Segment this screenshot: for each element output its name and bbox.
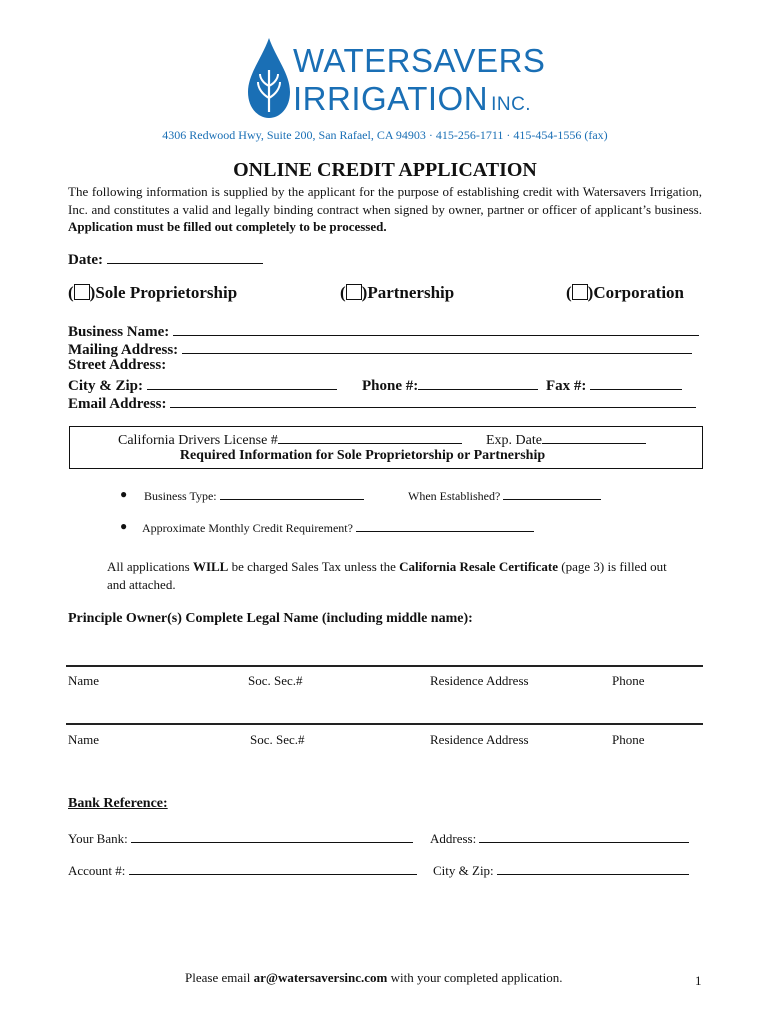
bullet-dot-icon: ● <box>120 519 128 533</box>
bullet-dot-icon: ● <box>120 487 128 501</box>
bank-reference-heading: Bank Reference: <box>68 796 168 811</box>
account-number-field[interactable]: Account #: <box>68 862 417 879</box>
street-address-field[interactable]: Street Address: <box>68 357 167 373</box>
partnership-checkbox[interactable] <box>346 284 362 300</box>
date-field[interactable]: Date: <box>68 249 263 269</box>
mailing-address-field[interactable]: Mailing Address: <box>68 339 692 359</box>
sole-proprietorship-checkbox[interactable] <box>74 284 90 300</box>
owner2-ssn-label: Soc. Sec.# <box>250 732 305 747</box>
owner1-phone-label: Phone <box>612 673 645 688</box>
when-established-field[interactable]: When Established? <box>408 488 601 504</box>
owner1-signature-line[interactable] <box>66 665 703 667</box>
bank-city-zip-field[interactable]: City & Zip: <box>433 862 689 879</box>
business-type-field[interactable]: Business Type: <box>144 488 364 504</box>
owner2-signature-line[interactable] <box>66 723 703 725</box>
business-name-field[interactable]: Business Name: <box>68 321 699 341</box>
your-bank-field[interactable]: Your Bank: <box>68 830 413 847</box>
email-address-field[interactable]: Email Address: <box>68 393 696 413</box>
monthly-credit-field[interactable]: Approximate Monthly Credit Requirement? <box>142 520 534 536</box>
corporation-checkbox[interactable] <box>572 284 588 300</box>
sole-proprietorship-option[interactable]: ( )Sole Proprietorship <box>68 283 238 302</box>
page-title: ONLINE CREDIT APPLICATION <box>233 159 537 181</box>
owner2-phone-label: Phone <box>612 732 645 747</box>
owners-heading: Principle Owner(s) Complete Legal Name (including middle name): <box>68 611 473 626</box>
owner2-name-label: Name <box>68 732 100 747</box>
required-note: Required Information for Sole Proprietorship or Partnership <box>179 448 546 463</box>
intro-paragraph: The following information is supplied by the applicant for the purpose of establishing credit with Watersavers Irrigation, Inc. and constitutes a valid and legally binding contract when signed by owner, partner or officer of applicant’s business. Application must be filled out completely to be processed. <box>68 184 702 234</box>
sales-tax-note-line2: and attached. <box>107 577 176 592</box>
partnership-option[interactable]: ( )Partnership <box>340 283 455 302</box>
sales-tax-note: All applications WILL be charged Sales Tax unless the California Resale Certificate (page 3) is filled out <box>107 559 667 574</box>
logo-wordmark-line1: WATERSAVERS <box>293 42 546 79</box>
bank-address-field[interactable]: Address: <box>430 830 689 847</box>
footer-instructions: Please email ar@watersaversinc.com with your completed application. <box>185 970 563 985</box>
owner2-address-label: Residence Address <box>430 732 529 747</box>
city-zip-field[interactable]: City & Zip: <box>68 375 337 395</box>
company-address: 4306 Redwood Hwy, Suite 200, San Rafael, CA 94903 · 415-256-1711 · 415-454-1556 (fax) <box>162 128 608 142</box>
owner1-name-label: Name <box>68 673 100 688</box>
drivers-license-field[interactable]: California Drivers License # <box>118 429 462 449</box>
owner1-address-label: Residence Address <box>430 673 529 688</box>
logo-wordmark-line2: IRRIGATION INC. <box>293 80 532 117</box>
contact-email-link[interactable]: ar@watersaversinc.com <box>253 970 388 985</box>
owner1-ssn-label: Soc. Sec.# <box>248 673 303 688</box>
phone-field[interactable]: Phone #: <box>362 375 538 395</box>
corporation-option[interactable]: ( )Corporation <box>566 283 685 302</box>
page-number: 1 <box>695 973 702 988</box>
exp-date-field[interactable]: Exp. Date <box>486 429 646 449</box>
fax-field[interactable]: Fax #: <box>546 375 682 395</box>
